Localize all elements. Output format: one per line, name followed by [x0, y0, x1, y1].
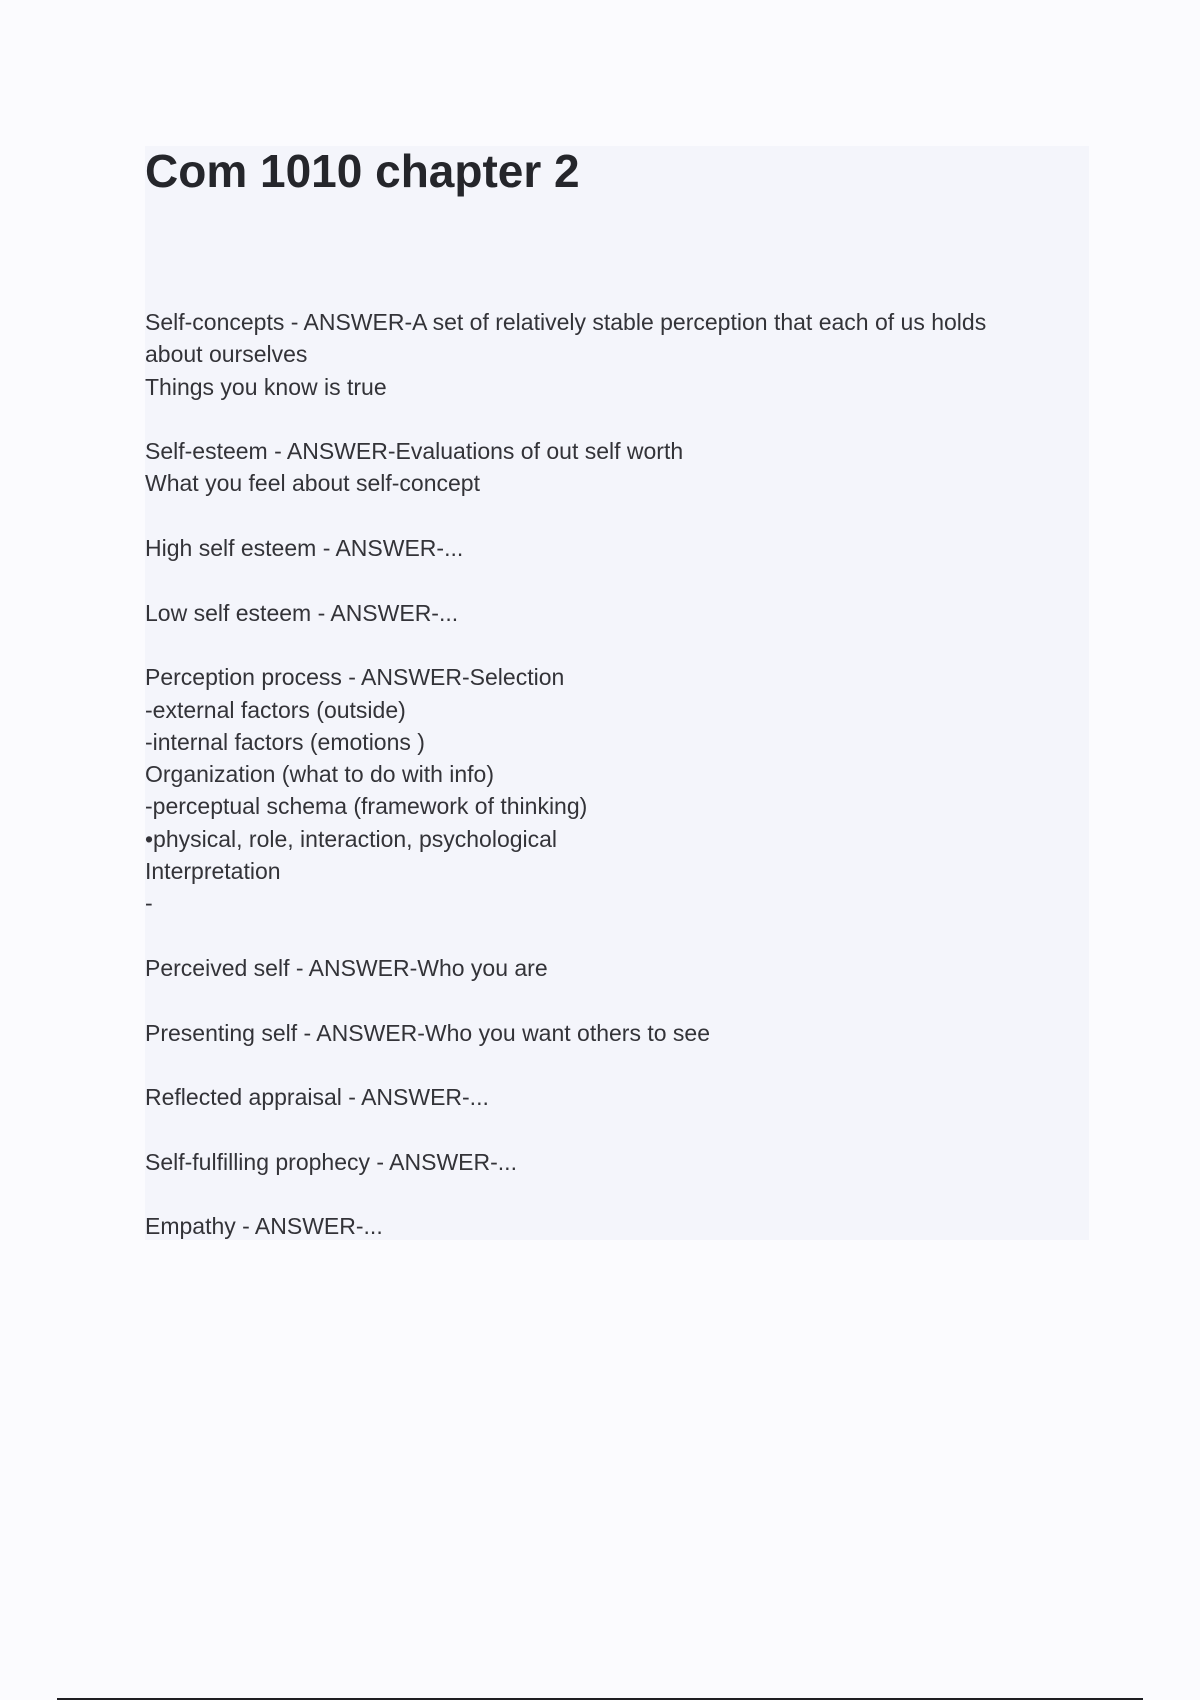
- entry-list: [145, 306, 1075, 1275]
- entry-line: Organization (what to do with info): [145, 761, 495, 788]
- entry-line: Presenting self - ANSWER-Who you want others to see: [145, 1019, 711, 1046]
- entry-line: Things you know is true: [145, 373, 387, 400]
- entry-self-concepts: [145, 306, 1075, 403]
- entry-line: Low self esteem - ANSWER-...: [145, 599, 459, 626]
- entry-empathy: [145, 1210, 1075, 1242]
- page-title: Com 1010 chapter 2: [145, 145, 580, 197]
- entry-self-esteem: [145, 435, 1075, 500]
- entry-line: -external factors (outside): [145, 696, 406, 723]
- entry-line: Interpretation: [145, 858, 281, 885]
- entry-line: Perceived self - ANSWER-Who you are: [145, 954, 548, 981]
- entry-line: about ourselves: [145, 341, 308, 368]
- entry-line: •physical, role, interaction, psychological: [145, 825, 558, 852]
- entry-line: Perception process - ANSWER-Selection: [145, 664, 565, 691]
- entry-low-self-esteem: [145, 597, 1075, 629]
- entry-presenting-self: [145, 1017, 1075, 1049]
- entry-high-self-esteem: [145, 532, 1075, 564]
- entry-line: What you feel about self-concept: [145, 470, 480, 497]
- entry-line: -internal factors (emotions ): [145, 728, 425, 755]
- entry-perceived-self: [145, 952, 1075, 984]
- entry-line: Self-fulfilling prophecy - ANSWER-...: [145, 1148, 517, 1175]
- entry-self-fulfilling-prophecy: [145, 1146, 1075, 1178]
- entry-line: High self esteem - ANSWER-...: [145, 535, 464, 562]
- entry-perception-process: [145, 661, 1075, 919]
- entry-line: Self-concepts - ANSWER-A set of relatively stable perception that each of us holds: [145, 309, 987, 335]
- entry-reflected-appraisal: [145, 1081, 1075, 1113]
- entry-line: -perceptual schema (framework of thinking): [145, 793, 588, 820]
- entry-line: -: [145, 890, 153, 917]
- entry-line: Empathy - ANSWER-...: [145, 1213, 383, 1240]
- entry-line: Reflected appraisal - ANSWER-...: [145, 1084, 489, 1111]
- entry-line: Self-esteem - ANSWER-Evaluations of out self worth: [145, 438, 684, 465]
